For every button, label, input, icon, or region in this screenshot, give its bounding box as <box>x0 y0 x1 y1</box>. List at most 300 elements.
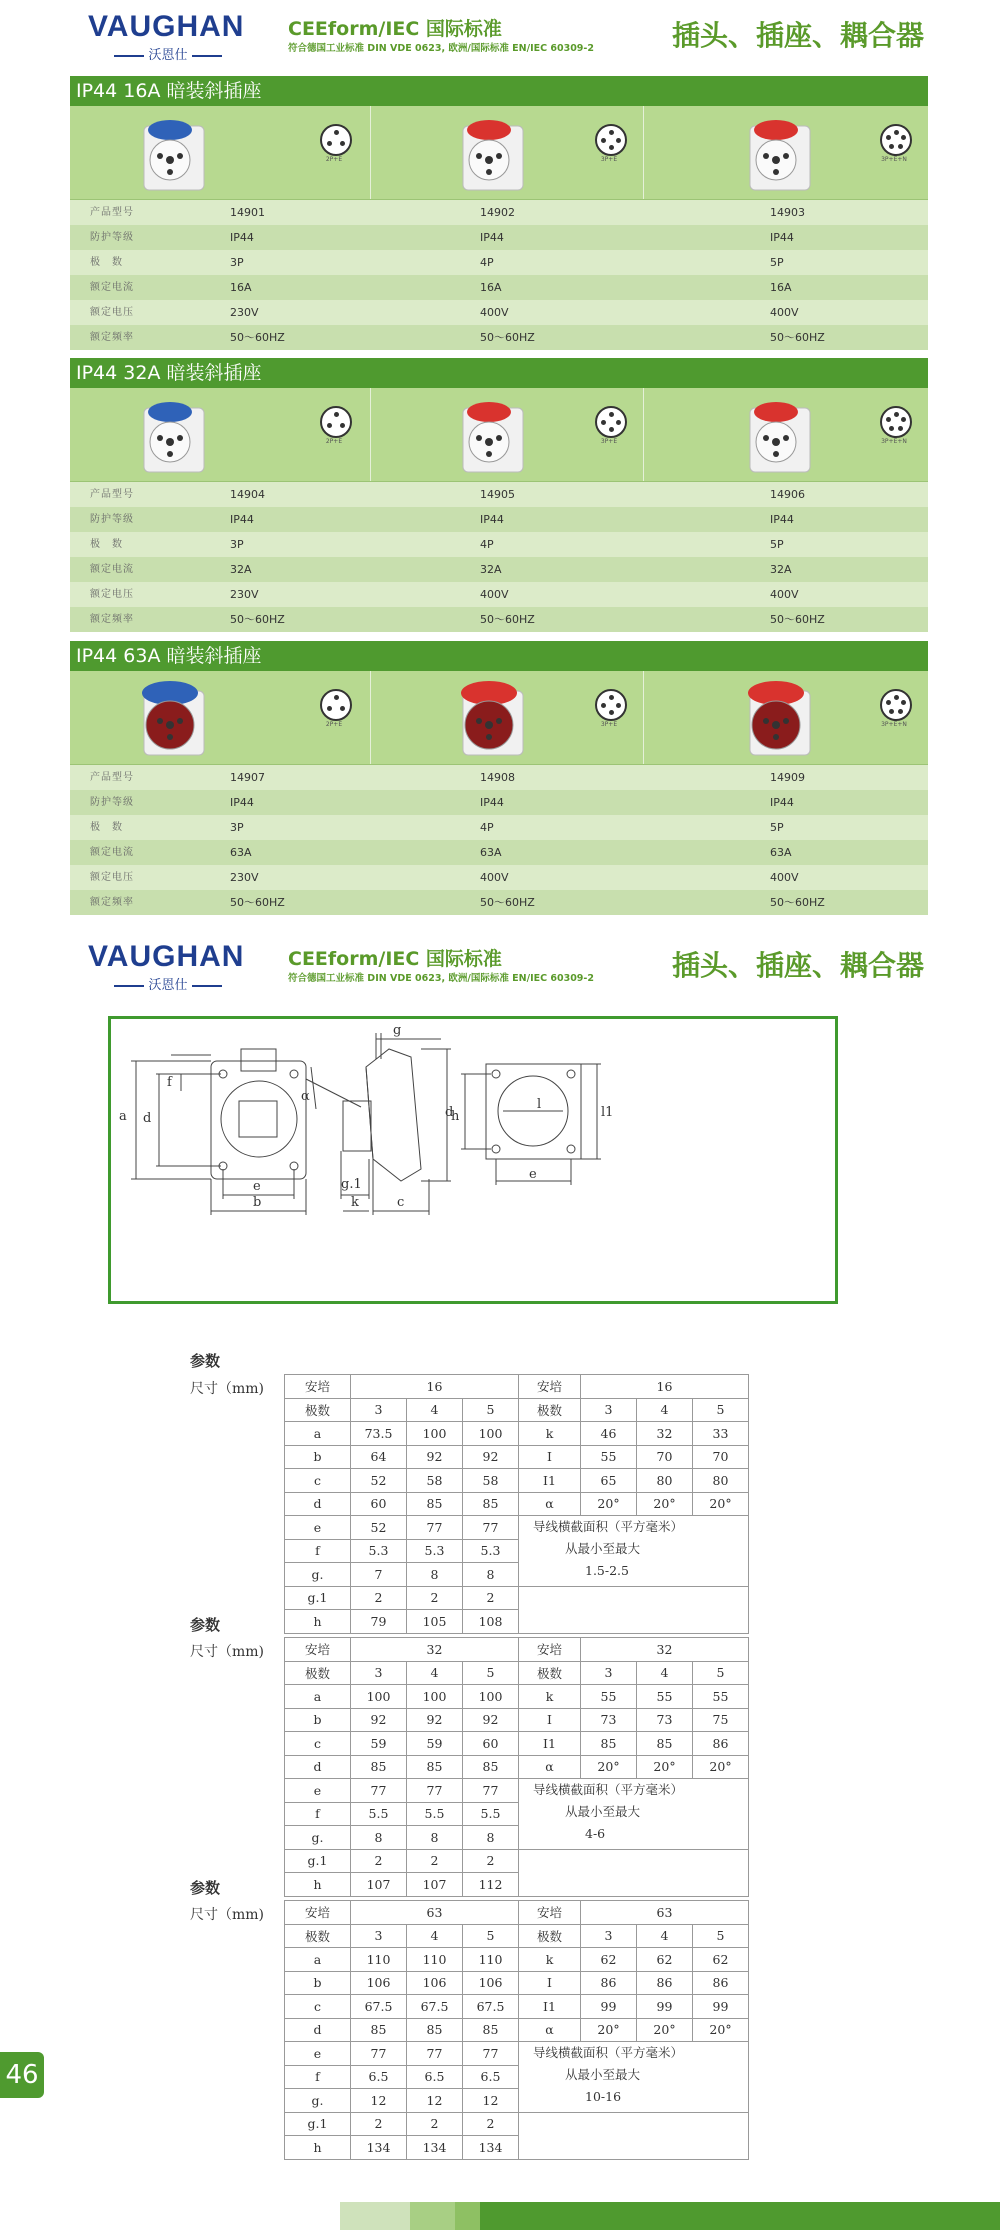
pin-diagram-icon <box>880 406 912 438</box>
table-cell: I1 <box>519 1732 581 1756</box>
spec-value: 32A <box>770 563 792 576</box>
wire-range: 1.5-2.5 <box>585 1563 629 1578</box>
table-row <box>285 1516 749 1540</box>
spec-value: 14906 <box>770 488 805 501</box>
table-cell: 107 <box>407 1873 463 1897</box>
table-cell: 55 <box>637 1685 693 1709</box>
spec-value: 3P <box>230 256 244 269</box>
table-cell: a <box>285 1685 351 1709</box>
table-cell: 5 <box>463 1661 519 1685</box>
dim-label-alpha: α <box>301 1089 310 1104</box>
dimension-heading: 尺寸（mm) <box>190 1381 265 1397</box>
table-cell: 85 <box>351 2018 407 2042</box>
table-cell: a <box>285 1948 351 1972</box>
amp-value: 32 <box>581 1638 749 1662</box>
empty-cell <box>519 1586 749 1633</box>
socket-product-image <box>449 112 529 194</box>
product-image-row <box>70 388 928 482</box>
table-row <box>285 1422 749 1446</box>
spec-row <box>70 250 928 275</box>
table-cell: 85 <box>463 1755 519 1779</box>
standard-title: CEEform/IEC 国际标准 <box>288 18 502 40</box>
table-cell: α <box>519 2018 581 2042</box>
dim-label-g1: g.1 <box>341 1177 362 1192</box>
table-cell: 5 <box>463 1398 519 1422</box>
table-row <box>285 1924 749 1948</box>
table-row <box>285 1638 749 1662</box>
product-image-row <box>70 106 928 200</box>
standard-subtitle: 符合德国工业标准 DIN VDE 0623, 欧洲/国际标准 EN/IEC 60309-2 <box>288 43 594 54</box>
wire-range: 10-16 <box>585 2089 622 2104</box>
table-cell: 5.3 <box>351 1539 407 1563</box>
table-cell: 3 <box>581 1924 637 1948</box>
footer-band-1 <box>340 2202 410 2230</box>
spec-label: 产品型号 <box>90 489 134 500</box>
table-cell: 2 <box>463 1849 519 1873</box>
spec-row <box>70 607 928 632</box>
spec-label: 额定电流 <box>90 564 134 575</box>
pin-config-label: 3P+E+N <box>881 156 907 163</box>
table-cell: 80 <box>693 1469 749 1493</box>
parameter-table <box>284 1637 749 1897</box>
spec-label: 额定频率 <box>90 897 134 908</box>
table-cell: 6.5 <box>351 2065 407 2089</box>
spec-label: 极 数 <box>90 822 123 833</box>
table-cell: 73 <box>637 1708 693 1732</box>
table-row <box>285 1755 749 1779</box>
spec-label: 额定频率 <box>90 614 134 625</box>
wire-title: 导线横截面积（平方毫米） <box>533 2045 684 2060</box>
table-cell: 4 <box>637 1661 693 1685</box>
table-cell: k <box>519 1422 581 1446</box>
spec-row <box>70 325 928 350</box>
spec-value: 14901 <box>230 206 265 219</box>
table-cell: I1 <box>519 1995 581 2019</box>
dim-label-k: k <box>351 1195 359 1210</box>
table-cell: 7 <box>351 1563 407 1587</box>
table-cell: 4 <box>407 1398 463 1422</box>
table-cell: 20° <box>637 1492 693 1516</box>
spec-label: 防护等级 <box>90 797 134 808</box>
table-cell: I1 <box>519 1469 581 1493</box>
pin-diagram-icon <box>880 124 912 156</box>
table-cell: 3 <box>351 1661 407 1685</box>
spec-value: 50～60HZ <box>770 896 825 909</box>
spec-row <box>70 275 928 300</box>
spec-value: IP44 <box>480 231 504 244</box>
page-header-bottom <box>0 930 1000 1000</box>
spec-label: 额定频率 <box>90 332 134 343</box>
table-cell: 92 <box>407 1445 463 1469</box>
table-cell: 85 <box>463 2018 519 2042</box>
spec-value: 50～60HZ <box>230 613 285 626</box>
pin-config-label: 2P+E <box>325 721 343 728</box>
table-cell: h <box>285 1610 351 1634</box>
table-cell: 8 <box>407 1826 463 1850</box>
table-cell: 20° <box>637 2018 693 2042</box>
param-heading: 参数 <box>190 1352 221 1370</box>
logo-subtitle: 沃恩仕 <box>88 44 248 63</box>
table-cell: 99 <box>637 1995 693 2019</box>
spec-value: 14902 <box>480 206 515 219</box>
param-heading: 参数 <box>190 1879 221 1897</box>
table-cell: 134 <box>463 2136 519 2160</box>
table-cell: h <box>285 2136 351 2160</box>
socket-product-image <box>130 677 210 759</box>
spec-value: 14909 <box>770 771 805 784</box>
spec-row <box>70 765 928 790</box>
product-cell <box>644 388 930 481</box>
table-cell: I <box>519 1708 581 1732</box>
table-row <box>285 1586 749 1610</box>
table-cell: 2 <box>351 1849 407 1873</box>
product-section <box>70 358 928 632</box>
dimension-drawing <box>111 1019 835 1301</box>
spec-value: 50～60HZ <box>230 896 285 909</box>
table-cell: b <box>285 1708 351 1732</box>
dimension-heading: 尺寸（mm) <box>190 1907 265 1923</box>
table-cell: g.1 <box>285 1586 351 1610</box>
pin-config-label: 3P+E <box>600 721 618 728</box>
spec-value: 50～60HZ <box>230 331 285 344</box>
page-number: 46 <box>0 2052 44 2098</box>
table-cell: 5.3 <box>463 1539 519 1563</box>
table-cell: 3 <box>581 1661 637 1685</box>
spec-value: 50～60HZ <box>770 613 825 626</box>
table-cell: g. <box>285 2089 351 2113</box>
table-cell: 6.5 <box>407 2065 463 2089</box>
pin-diagram-icon <box>595 689 627 721</box>
table-cell: a <box>285 1422 351 1446</box>
table-cell: 4 <box>407 1661 463 1685</box>
table-cell: 8 <box>351 1826 407 1850</box>
table-cell: 6.5 <box>463 2065 519 2089</box>
table-cell: k <box>519 1685 581 1709</box>
table-cell: 92 <box>351 1708 407 1732</box>
table-cell: α <box>519 1492 581 1516</box>
pin-diagram-icon <box>320 689 352 721</box>
table-cell: 55 <box>581 1685 637 1709</box>
table-cell: 85 <box>407 1492 463 1516</box>
table-cell: e <box>285 1516 351 1540</box>
pin-diagram-icon <box>320 124 352 156</box>
product-cell <box>70 671 371 764</box>
spec-row <box>70 865 928 890</box>
table-row <box>285 1779 749 1803</box>
amp-value: 63 <box>581 1901 749 1925</box>
wire-section-cell <box>519 1516 749 1587</box>
amp-value: 16 <box>581 1375 749 1399</box>
dim-label-f: f <box>167 1075 172 1090</box>
spec-row <box>70 890 928 915</box>
section-title: IP44 16A 暗装斜插座 <box>70 76 928 106</box>
spec-value: 32A <box>230 563 252 576</box>
standard-subtitle: 符合德国工业标准 DIN VDE 0623, 欧洲/国际标准 EN/IEC 60309-2 <box>288 973 594 984</box>
dimension-heading: 尺寸（mm) <box>190 1644 265 1660</box>
table-cell: 100 <box>407 1685 463 1709</box>
product-section <box>70 641 928 915</box>
table-cell: f <box>285 1802 351 1826</box>
dim-label-back-e: e <box>529 1167 537 1182</box>
table-cell: 58 <box>463 1469 519 1493</box>
dim-label-c: c <box>397 1195 405 1210</box>
table-cell: 55 <box>581 1445 637 1469</box>
table-cell: 67.5 <box>351 1995 407 2019</box>
spec-label: 极 数 <box>90 257 123 268</box>
spec-label: 额定电流 <box>90 282 134 293</box>
table-row <box>285 1901 749 1925</box>
table-cell: 77 <box>463 1516 519 1540</box>
table-cell: 77 <box>407 1516 463 1540</box>
table-cell: e <box>285 2042 351 2066</box>
spec-value: IP44 <box>480 796 504 809</box>
table-row <box>285 2042 749 2066</box>
table-cell: 46 <box>581 1422 637 1446</box>
dim-label-l1: l1 <box>601 1105 614 1120</box>
table-cell: 85 <box>463 1492 519 1516</box>
table-cell: 75 <box>693 1708 749 1732</box>
table-cell: 20° <box>581 1492 637 1516</box>
spec-label: 防护等级 <box>90 232 134 243</box>
table-cell: 52 <box>351 1469 407 1493</box>
table-cell: 55 <box>693 1685 749 1709</box>
spec-value: 230V <box>230 871 259 884</box>
table-row <box>285 1971 749 1995</box>
wire-title: 导线横截面积（平方毫米） <box>533 1519 684 1534</box>
table-cell: 85 <box>407 2018 463 2042</box>
spec-value: 5P <box>770 821 784 834</box>
spec-value: 400V <box>480 588 509 601</box>
table-cell: 5.3 <box>407 1539 463 1563</box>
pin-config-label: 3P+E <box>600 156 618 163</box>
spec-value: 32A <box>480 563 502 576</box>
wire-section-cell <box>519 1779 749 1850</box>
pin-config-label: 2P+E <box>325 156 343 163</box>
amp-value: 16 <box>351 1375 519 1399</box>
table-cell: f <box>285 1539 351 1563</box>
table-cell: 107 <box>351 1873 407 1897</box>
table-row <box>285 1661 749 1685</box>
product-image-row <box>70 671 928 765</box>
spec-label: 极 数 <box>90 539 123 550</box>
socket-product-image <box>736 677 816 759</box>
front-view-plate <box>211 1061 306 1179</box>
standard-title: CEEform/IEC 国际标准 <box>288 948 502 970</box>
spec-row <box>70 507 928 532</box>
spec-value: 4P <box>480 821 494 834</box>
spec-value: 63A <box>770 846 792 859</box>
spec-row <box>70 582 928 607</box>
table-cell: 106 <box>407 1971 463 1995</box>
table-cell: 77 <box>407 2042 463 2066</box>
table-cell: 4 <box>407 1924 463 1948</box>
table-cell: 20° <box>693 2018 749 2042</box>
spec-row <box>70 482 928 507</box>
pin-diagram-icon <box>595 406 627 438</box>
spec-value: 14904 <box>230 488 265 501</box>
pin-diagram-icon <box>320 406 352 438</box>
table-row <box>285 1995 749 2019</box>
table-cell: 85 <box>581 1732 637 1756</box>
wire-subtitle: 从最小至最大 <box>565 2067 641 2082</box>
table-cell: 134 <box>407 2136 463 2160</box>
product-cell <box>644 671 930 764</box>
table-cell: 77 <box>463 1779 519 1803</box>
socket-product-image <box>130 394 210 476</box>
section-title: IP44 32A 暗装斜插座 <box>70 358 928 388</box>
wire-subtitle: 从最小至最大 <box>565 1541 641 1556</box>
table-cell: 112 <box>463 1873 519 1897</box>
product-cell <box>70 106 371 199</box>
table-cell: 86 <box>693 1732 749 1756</box>
spec-label: 额定电流 <box>90 847 134 858</box>
spec-value: IP44 <box>230 513 254 526</box>
table-cell: c <box>285 1732 351 1756</box>
table-cell: 86 <box>637 1971 693 1995</box>
amp-value: 32 <box>351 1638 519 1662</box>
table-cell: 70 <box>693 1445 749 1469</box>
socket-product-image <box>130 112 210 194</box>
table-cell: 92 <box>463 1708 519 1732</box>
parameter-table <box>284 1900 749 2160</box>
table-cell: g.1 <box>285 2112 351 2136</box>
dim-label-a: a <box>119 1109 127 1124</box>
table-cell: 60 <box>351 1492 407 1516</box>
spec-value: 16A <box>770 281 792 294</box>
table-cell: 62 <box>693 1948 749 1972</box>
pin-config-label: 2P+E <box>325 438 343 445</box>
table-cell: 2 <box>407 1586 463 1610</box>
spec-row <box>70 557 928 582</box>
spec-row <box>70 840 928 865</box>
table-cell: d <box>285 2018 351 2042</box>
spec-row <box>70 790 928 815</box>
table-cell: 92 <box>463 1445 519 1469</box>
spec-value: 16A <box>230 281 252 294</box>
table-cell: d <box>285 1492 351 1516</box>
table-cell: g.1 <box>285 1849 351 1873</box>
table-row <box>285 1375 749 1399</box>
table-cell: 5 <box>693 1661 749 1685</box>
table-row <box>285 1398 749 1422</box>
spec-value: 5P <box>770 538 784 551</box>
table-cell: g. <box>285 1563 351 1587</box>
table-cell: 73.5 <box>351 1422 407 1446</box>
spec-row <box>70 225 928 250</box>
table-row <box>285 1445 749 1469</box>
poles-label: 极数 <box>519 1924 581 1948</box>
spec-value: IP44 <box>480 513 504 526</box>
table-cell: 67.5 <box>463 1995 519 2019</box>
table-cell: α <box>519 1755 581 1779</box>
amp-label: 安培 <box>519 1901 581 1925</box>
table-cell: 4 <box>637 1924 693 1948</box>
amp-label: 安培 <box>519 1375 581 1399</box>
table-cell: 3 <box>351 1924 407 1948</box>
table-cell: 108 <box>463 1610 519 1634</box>
amp-label: 安培 <box>285 1375 351 1399</box>
table-cell: 2 <box>351 1586 407 1610</box>
dim-label-g: g <box>393 1023 402 1038</box>
table-cell: 12 <box>463 2089 519 2113</box>
logo-subtitle: 沃恩仕 <box>88 974 248 993</box>
table-cell: 85 <box>637 1732 693 1756</box>
table-cell: 60 <box>463 1732 519 1756</box>
table-cell: 5.5 <box>463 1802 519 1826</box>
front-view-socket <box>221 1081 297 1157</box>
table-cell: 64 <box>351 1445 407 1469</box>
table-cell: 100 <box>407 1422 463 1446</box>
table-cell: 33 <box>693 1422 749 1446</box>
spec-value: 14905 <box>480 488 515 501</box>
spec-value: IP44 <box>230 231 254 244</box>
wire-section-cell <box>519 2042 749 2113</box>
table-cell: f <box>285 2065 351 2089</box>
socket-product-image <box>449 677 529 759</box>
footer-band-4 <box>480 2202 1000 2230</box>
table-cell: k <box>519 1948 581 1972</box>
spec-value: 14907 <box>230 771 265 784</box>
table-cell: 65 <box>581 1469 637 1493</box>
table-cell: 12 <box>407 2089 463 2113</box>
table-cell: 92 <box>407 1708 463 1732</box>
technical-drawing <box>108 1016 838 1304</box>
amp-label: 安培 <box>285 1638 351 1662</box>
table-cell: 77 <box>407 1779 463 1803</box>
table-cell: 99 <box>693 1995 749 2019</box>
table-cell: 100 <box>351 1685 407 1709</box>
table-cell: 73 <box>581 1708 637 1732</box>
spec-value: 50～60HZ <box>770 331 825 344</box>
table-cell: e <box>285 1779 351 1803</box>
table-cell: I <box>519 1445 581 1469</box>
table-row <box>285 1685 749 1709</box>
wire-subtitle: 从最小至最大 <box>565 1804 641 1819</box>
table-cell: 77 <box>351 2042 407 2066</box>
footer-band-2 <box>410 2202 455 2230</box>
table-cell: 80 <box>637 1469 693 1493</box>
category-title: 插头、插座、耦合器 <box>671 949 924 982</box>
table-cell: 106 <box>463 1971 519 1995</box>
spec-value: 400V <box>770 871 799 884</box>
table-cell: 100 <box>463 1422 519 1446</box>
poles-label: 极数 <box>285 1924 351 1948</box>
table-cell: 58 <box>407 1469 463 1493</box>
empty-cell <box>519 1849 749 1896</box>
spec-label: 防护等级 <box>90 514 134 525</box>
pin-config-label: 3P+E+N <box>881 438 907 445</box>
table-cell: 85 <box>407 1755 463 1779</box>
spec-value: IP44 <box>770 796 794 809</box>
spec-value: 14908 <box>480 771 515 784</box>
spec-value: IP44 <box>770 513 794 526</box>
spec-label: 额定电压 <box>90 872 134 883</box>
table-cell: 12 <box>351 2089 407 2113</box>
table-cell: 59 <box>351 1732 407 1756</box>
spec-value: 50～60HZ <box>480 896 535 909</box>
spec-value: 63A <box>480 846 502 859</box>
section-title: IP44 63A 暗装斜插座 <box>70 641 928 671</box>
table-cell: h <box>285 1873 351 1897</box>
socket-product-image <box>736 112 816 194</box>
dim-label-e: e <box>253 1179 261 1194</box>
page-header-top <box>0 0 1000 70</box>
spec-value: 4P <box>480 256 494 269</box>
spec-value: 400V <box>770 588 799 601</box>
amp-value: 63 <box>351 1901 519 1925</box>
table-row <box>285 1492 749 1516</box>
table-row <box>285 1948 749 1972</box>
